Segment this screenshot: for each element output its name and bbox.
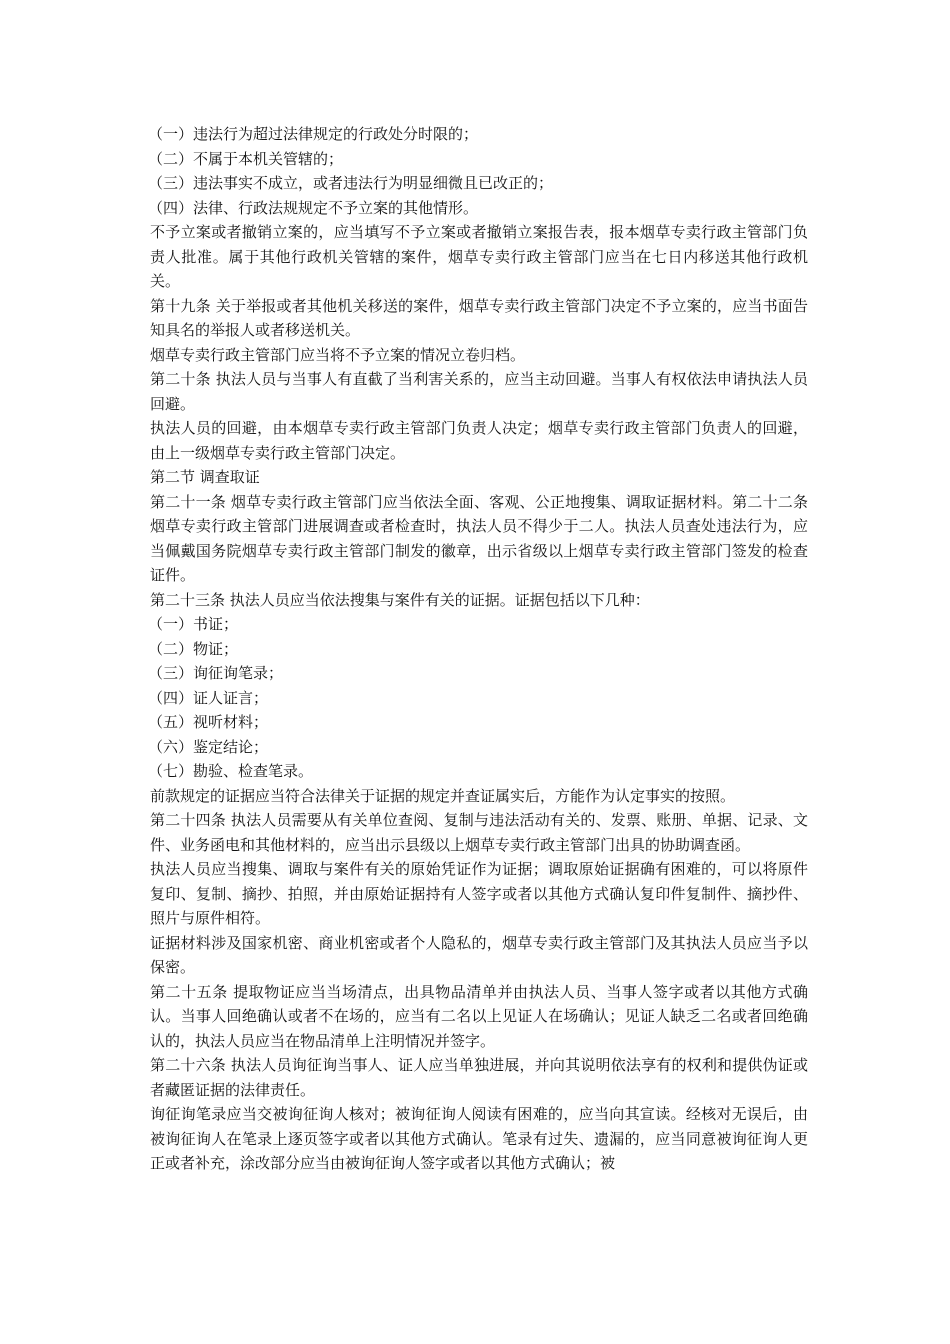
article-26: 第二十六条 执法人员询征询当事人、证人应当单独进展，并向其说明依法享有的权利和提供伪证或者藏匿证据的法律责任。	[150, 1056, 808, 1099]
list-item-1: （一）违法行为超过法律规定的行政处分时限的；	[148, 125, 479, 143]
evidence-item-1: （一）书证；	[148, 615, 239, 633]
article-21-22: 第二十一条 烟草专卖行政主管部门应当依法全面、客观、公正地搜集、调取证据材料。第二十二条 烟草专卖行政主管部门进展调查或者检查时，执法人员不得少于二人。执法人员查处违法行为，应当佩戴国务院烟草专卖行政主管部门制发的徽章，出示省级以上烟草专卖行政主管部门签发的检查证件。	[150, 492, 808, 584]
paragraph-no-filing: 不予立案或者撤销立案的，应当填写不予立案或者撤销立案报告表，报本烟草专卖行政主管部门负责人批准。属于其他行政机关管辖的案件，烟草专卖行政主管部门应当在七日内移送其他行政机关。	[150, 223, 808, 290]
evidence-item-2: （二）物证；	[148, 639, 239, 658]
paragraph-archive: 烟草专卖行政主管部门应当将不予立案的情况立卷归档。	[150, 345, 526, 364]
evidence-item-6: （六）鉴定结论；	[148, 737, 269, 756]
article-24: 第二十四条 执法人员需要从有关单位查阅、复制与违法活动有关的、发票、账册、单据、记录、文件、业务函电和其他材料的，应当出示县级以上烟草专卖行政主管部门出具的协助调查函。	[150, 811, 808, 854]
list-item-3: （三）违法事实不成立，或者违法行为明显细微且已改正的；	[148, 174, 554, 192]
paragraph-original-evidence: 执法人员应当搜集、调取与案件有关的原始凭证作为证据；调取原始证据确有困难的，可以将原件复印、复制、摘抄、拍照，并由原始证据持有人签字或者以其他方式确认复印件复制件、摘抄件、照片与原件相符。	[150, 860, 808, 927]
paragraph-evidence-rule: 前款规定的证据应当符合法律关于证据的规定并查证属实后，方能作为认定事实的按照。	[150, 786, 736, 805]
article-20: 第二十条 执法人员与当事人有直截了当利害关系的，应当主动回避。当事人有权依法申请执法人员回避。	[150, 370, 808, 413]
article-25: 第二十五条 提取物证应当当场清点，出具物品清单并由执法人员、当事人签字或者以其他方式确认。当事人回绝确认或者不在场的，应当有二名以上见证人在场确认；见证人缺乏二名或者回绝确认的，执法人员应当在物品清单上注明情况并签字。	[150, 982, 808, 1050]
list-item-2: （二）不属于本机关管辖的；	[148, 149, 344, 168]
evidence-item-5: （五）视听材料；	[148, 713, 269, 731]
evidence-item-3: （三）询征询笔录；	[148, 664, 284, 682]
article-19: 第十九条 关于举报或者其他机关移送的案件，烟草专卖行政主管部门决定不予立案的，应当书面告知具名的举报人或者移送机关。	[150, 296, 808, 339]
list-item-4: （四）法律、行政法规规定不予立案的其他情形。	[148, 198, 479, 217]
section-heading: 第二节 调查取证	[150, 468, 260, 486]
document-body	[148, 122, 808, 1176]
evidence-item-7: （七）勘验、检查笔录。	[148, 762, 314, 780]
paragraph-recusal: 执法人员的回避，由本烟草专卖行政主管部门负责人决定；烟草专卖行政主管部门负责人的回避，由上一级烟草专卖行政主管部门决定。	[150, 419, 808, 462]
article-23: 第二十三条 执法人员应当依法搜集与案件有关的证据。证据包括以下几种：	[150, 590, 650, 609]
paragraph-confidentiality: 证据材料涉及国家机密、商业机密或者个人隐私的，烟草专卖行政主管部门及其执法人员应当予以保密。	[150, 933, 808, 976]
evidence-item-4: （四）证人证言；	[148, 688, 269, 707]
paragraph-record-review: 询征询笔录应当交被询征询人核对；被询征询人阅读有困难的，应当向其宣读。经核对无误后，由被询征询人在笔录上逐页签字或者以其他方式确认。笔录有过失、遗漏的，应当同意被询征询人更正或者补充，涂改部分应当由被询征询人签字或者以其他方式确认；被	[150, 1105, 808, 1172]
